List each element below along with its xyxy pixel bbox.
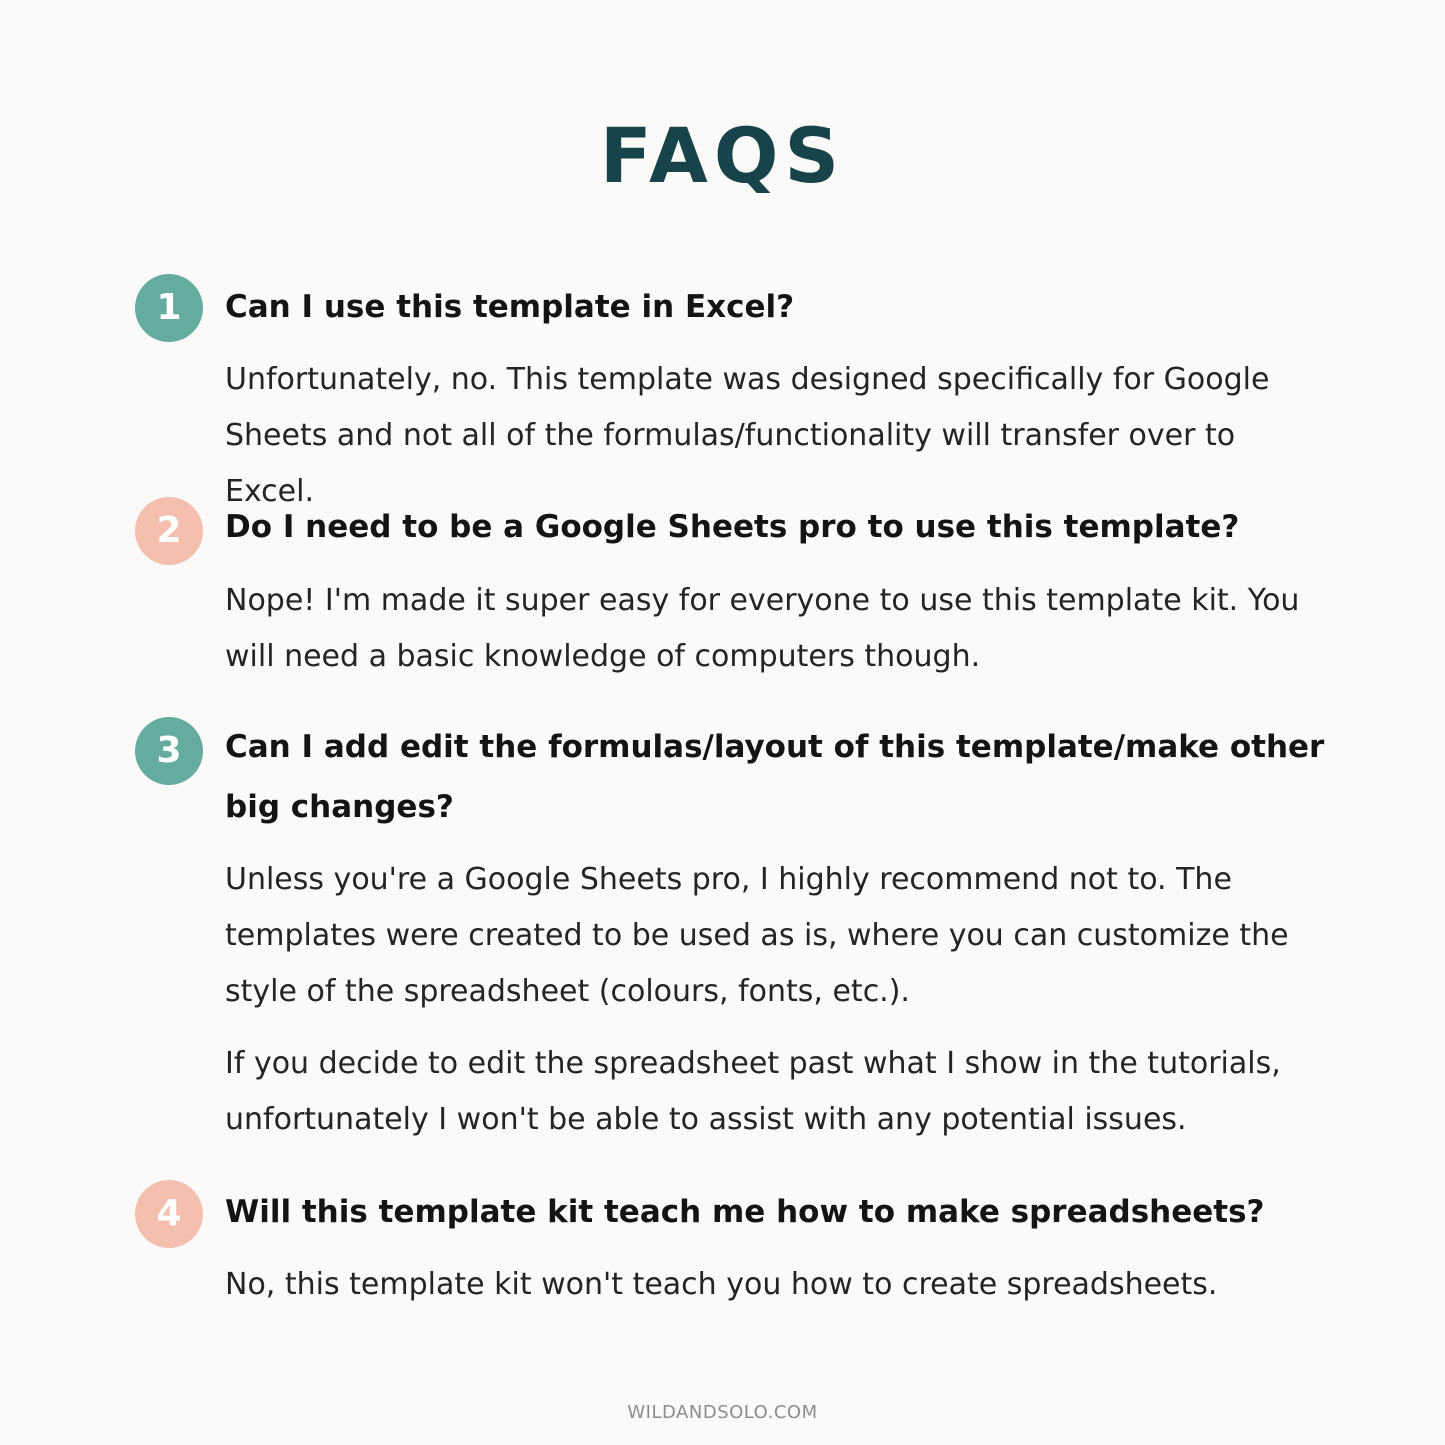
page-title: FAQS	[599, 111, 846, 200]
faq-question-3: Can I add edit the formulas/layout of this template/make other big changes?	[225, 729, 1325, 825]
faq-answer-1: Unfortunately, no. This template was designed specifically for Google Sheets and not all of the formulas/functionality will transfer over to Excel.	[225, 362, 1270, 509]
footer-website: WILDANDSOLO.COM	[627, 1402, 818, 1423]
faq-question-4: Will this template kit teach me how to make spreadsheets?	[225, 1194, 1265, 1230]
faq-answer-3b: If you decide to edit the spreadsheet past what I show in the tutorials, unfortunately I won't be able to assist with any potential issues.	[225, 1046, 1281, 1137]
faq-question-1: Can I use this template in Excel?	[225, 289, 795, 325]
faq-answer-2: Nope! I'm made it super easy for everyone to use this template kit. You will need a basic knowledge of computers though.	[225, 583, 1300, 674]
number-badge-2: 2	[135, 497, 203, 565]
number-badge-1: 1	[135, 274, 203, 342]
faq-answer-4: No, this template kit won't teach you how to create spreadsheets.	[225, 1267, 1218, 1302]
number-badge-4: 4	[135, 1180, 203, 1248]
faq-answer-3a: Unless you're a Google Sheets pro, I highly recommend not to. The templates were created to be used as is, where you can customize the style of the spreadsheet (colours, fonts, etc.).	[225, 862, 1289, 1009]
faq-question-2: Do I need to be a Google Sheets pro to use this template?	[225, 509, 1240, 545]
number-badge-3: 3	[135, 717, 203, 785]
